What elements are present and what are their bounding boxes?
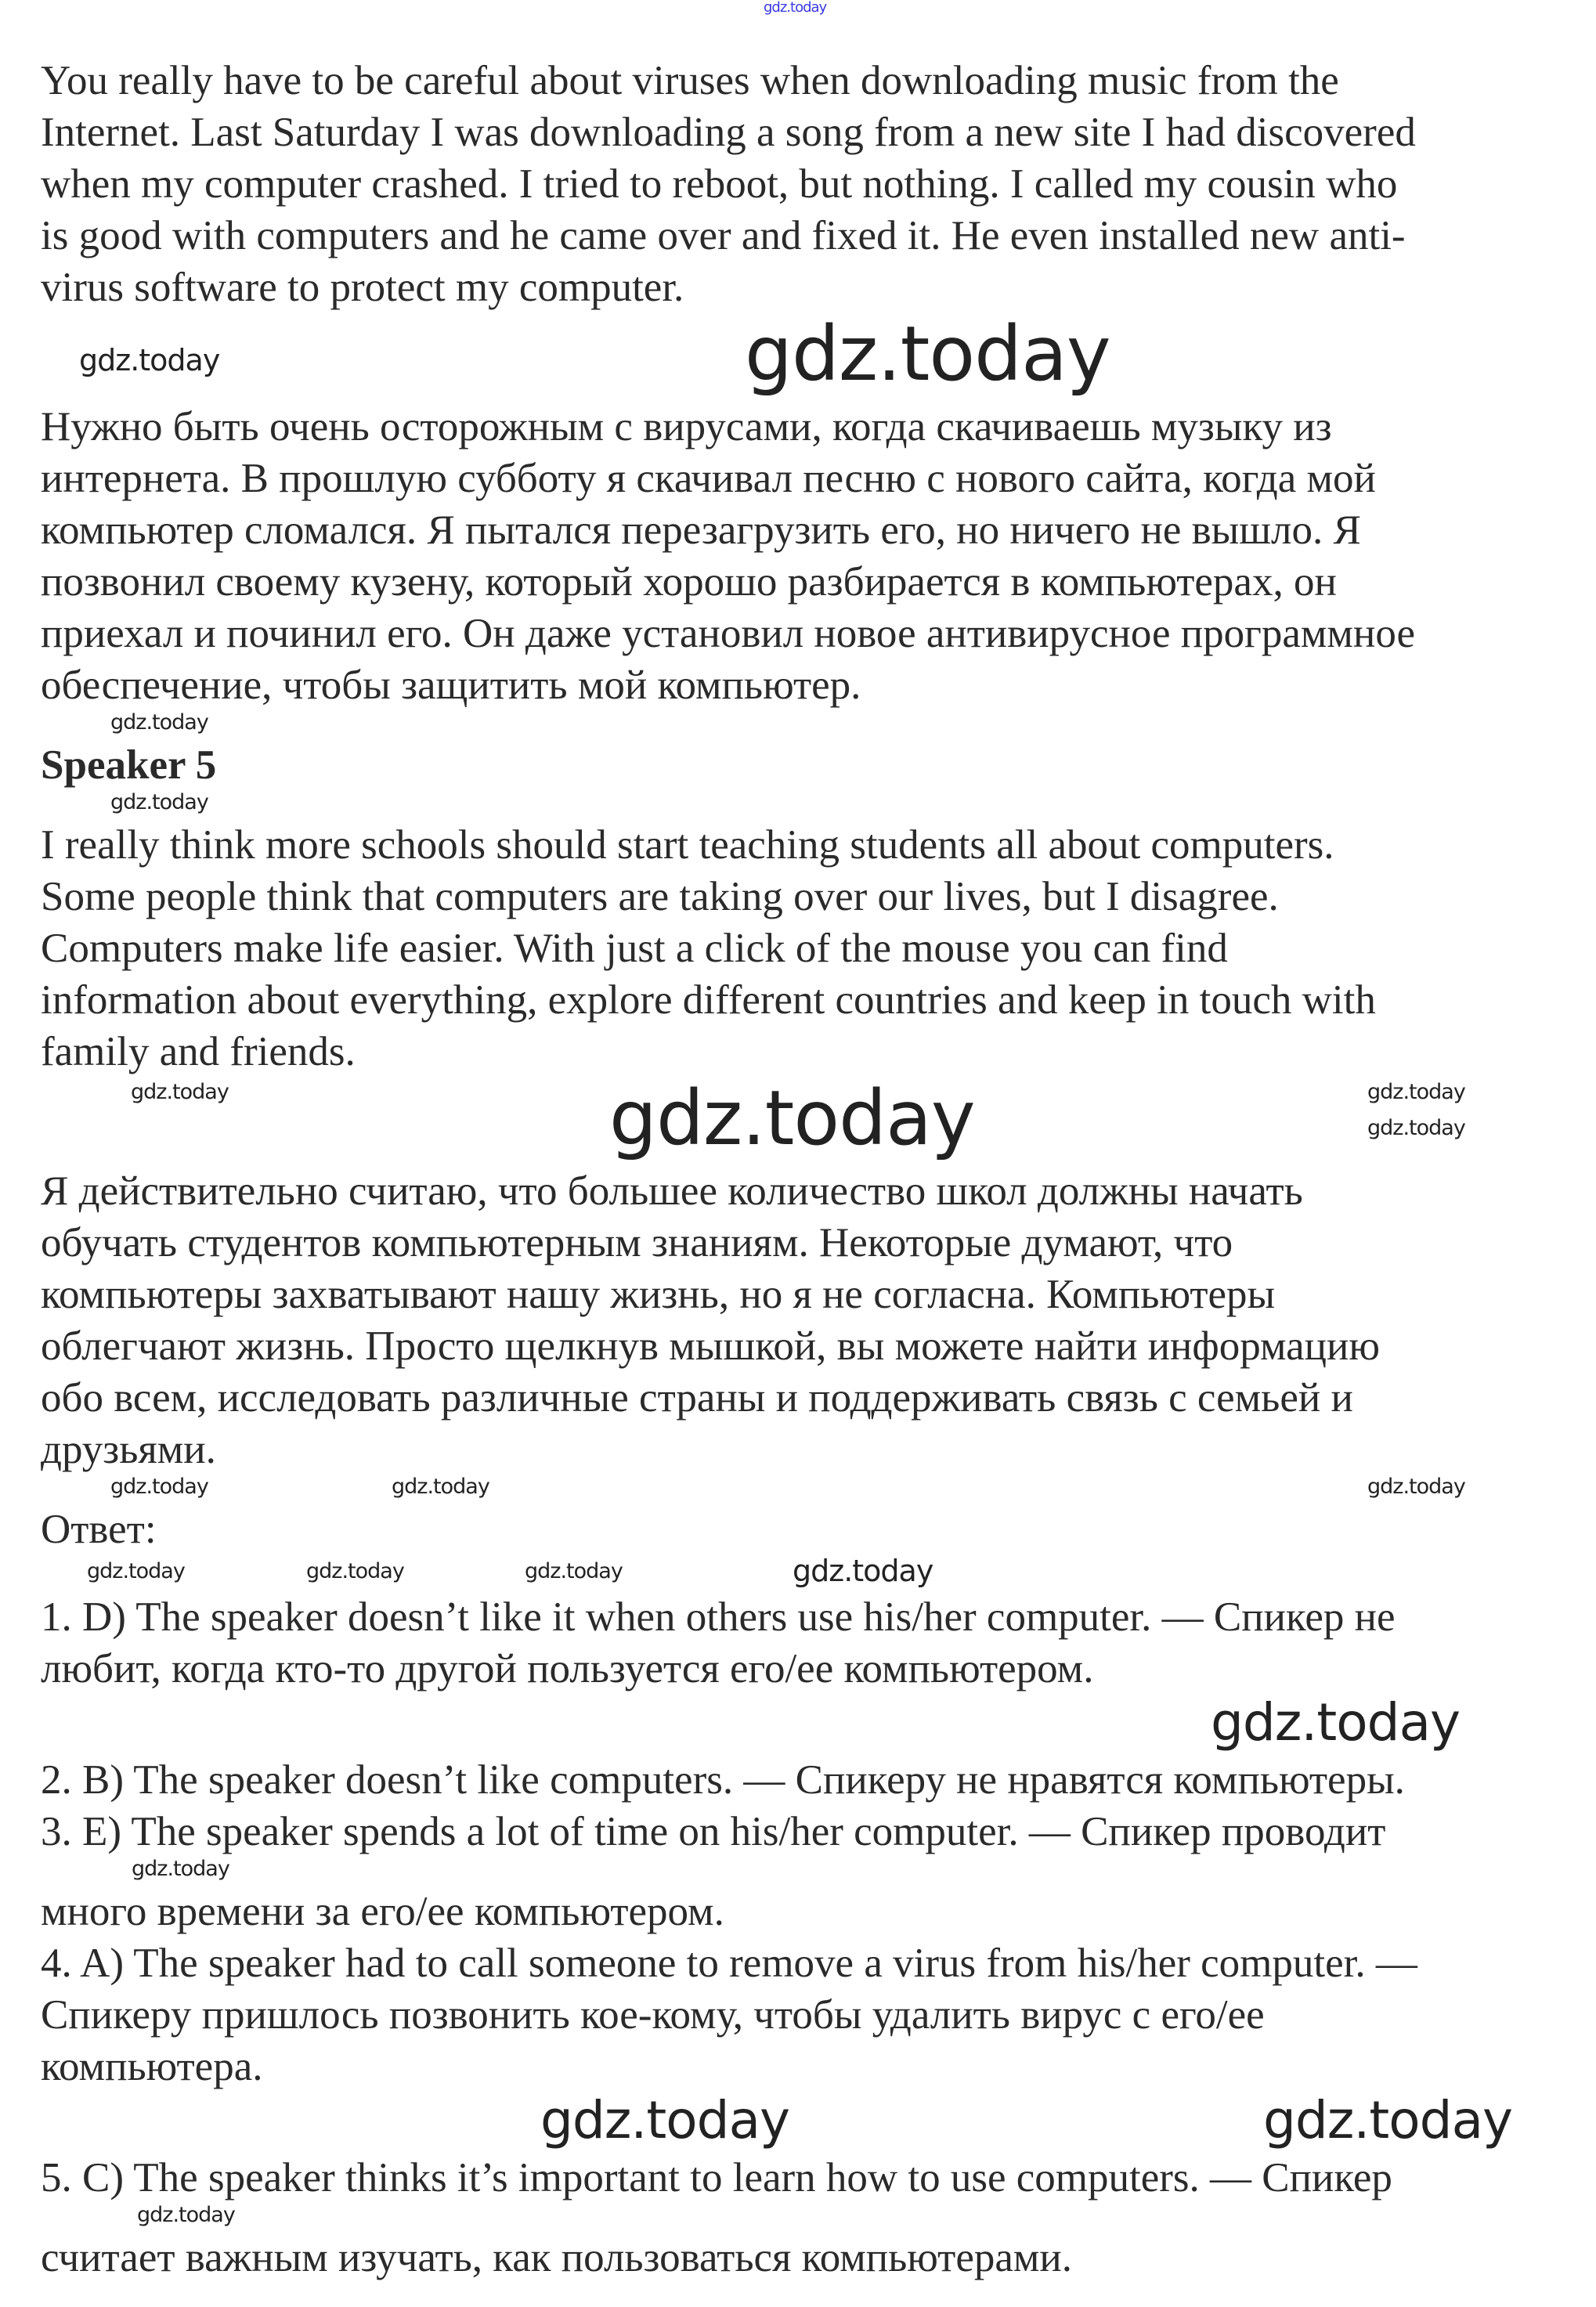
watermark: gdz.today: [110, 710, 208, 735]
speaker-heading: Speaker 5: [41, 742, 217, 788]
watermark: gdz.today: [137, 2203, 235, 2227]
text-line: облегчают жизнь. Просто щелкнув мышкой, вы можете найти информацию: [41, 1323, 1380, 1369]
watermark: gdz.today: [306, 1559, 404, 1583]
watermark-row: [0, 1692, 1596, 1754]
text-line: позвонил своему кузену, который хорошо разбирается в компьютерах, он: [41, 559, 1337, 605]
text-line: обо всем, исследовать различные страны и поддерживать связь с семьей и: [41, 1375, 1353, 1421]
answer-line: Спикеру пришлось позвонить кое-кому, чтобы удалить вирус с его/ее: [41, 1992, 1265, 2038]
answer-line: 2. B) The speaker doesn’t like computers. — Спикеру не нравятся компьютеры.: [41, 1757, 1405, 1803]
watermark: gdz.today: [87, 1559, 185, 1583]
watermark-row: [0, 2204, 1596, 2232]
answer-line: много времени за его/ее компьютером.: [41, 1889, 724, 1934]
text-line: Computers make life easier. With just a click of the mouse you can find: [41, 926, 1228, 971]
answer-line: любит, когда кто-то другой пользуется его/ее компьютером.: [41, 1646, 1094, 1691]
answer-line: 1. D) The speaker doesn’t like it when others use his/her computer. — Спикер не: [41, 1594, 1396, 1640]
watermark: gdz.today: [1367, 1116, 1465, 1140]
text-line: обучать студентов компьютерным знаниям. Некоторые думают, что: [41, 1220, 1233, 1265]
watermark: gdz.today: [1263, 2090, 1513, 2150]
text-line: обеспечение, чтобы защитить мой компьютер.: [41, 662, 861, 708]
watermark-row: [0, 711, 1596, 739]
watermark-row: [0, 1555, 1596, 1591]
text-line: интернета. В прошлую субботу я скачивал песню с нового сайта, когда мой: [41, 456, 1376, 501]
watermark: gdz.today: [79, 343, 220, 377]
text-line: I really think more schools should start teaching students all about computers.: [41, 822, 1334, 868]
answer-line: 5. C) The speaker thinks it’s important to learn how to use computers. — Спикер: [41, 2155, 1392, 2200]
text-line: You really have to be careful about viruses when downloading music from the: [41, 58, 1339, 103]
answer-line: считает важным изучать, как пользоваться компьютерами.: [41, 2235, 1073, 2280]
watermark: gdz.today: [110, 790, 208, 814]
watermark-row: [0, 0, 1596, 55]
text-line: Нужно быть очень осторожным с вирусами, когда скачиваешь музыку из: [41, 404, 1332, 449]
watermark: gdz.today: [110, 1475, 208, 1499]
watermark-row: [0, 1858, 1596, 1886]
text-line: information about everything, explore different countries and keep in touch with: [41, 977, 1376, 1023]
answer-line: 3. E) The speaker spends a lot of time on his/her computer. — Спикер проводит: [41, 1809, 1386, 1854]
watermark-row: [0, 1074, 1596, 1165]
text-line: компьютеры захватывают нашу жизнь, но я не согласна. Компьютеры: [41, 1272, 1276, 1317]
watermark: gdz.today: [1211, 1692, 1461, 1753]
text-line: is good with computers and he came over and fixed it. He even installed new anti-: [41, 213, 1406, 258]
answer-line: 4. A) The speaker had to call someone to remove a virus from his/her computer. —: [41, 1941, 1417, 1986]
text-line: Internet. Last Saturday I was downloading a song from a new site I had discovered: [41, 110, 1416, 155]
watermark-row: [0, 310, 1596, 401]
watermark: gdz.today: [1367, 1080, 1465, 1104]
watermark: gdz.today: [540, 2090, 790, 2150]
watermark: gdz.today: [131, 1080, 229, 1104]
watermark: gdz.today: [764, 0, 827, 16]
watermark-row: [0, 2092, 1596, 2152]
watermark: gdz.today: [132, 1857, 229, 1881]
watermark: gdz.today: [793, 1554, 933, 1588]
answer-line: компьютера.: [41, 2044, 263, 2089]
watermark-row: [0, 791, 1596, 819]
text-line: family and friends.: [41, 1029, 356, 1074]
text-line: Я действительно считаю, что большее количество школ должны начать: [41, 1168, 1303, 1214]
watermark-row: [0, 1475, 1596, 1504]
text-line: приехал и починил его. Он даже установил новое антивирусное программное: [41, 611, 1416, 656]
text-line: компьютер сломался. Я пытался перезагрузить его, но ничего не вышло. Я: [41, 507, 1361, 553]
watermark: gdz.today: [525, 1559, 623, 1583]
watermark: gdz.today: [392, 1475, 489, 1499]
text-line: друзьями.: [41, 1427, 216, 1472]
text-line: virus software to protect my computer.: [41, 265, 684, 310]
text-line: when my computer crashed. I tried to reboot, but nothing. I called my cousin who: [41, 161, 1398, 207]
text-line: Some people think that computers are taking over our lives, but I disagree.: [41, 874, 1279, 919]
watermark: gdz.today: [1367, 1475, 1465, 1499]
answer-label: Ответ:: [41, 1507, 157, 1552]
watermark: gdz.today: [609, 1074, 975, 1162]
watermark: gdz.today: [745, 310, 1110, 398]
